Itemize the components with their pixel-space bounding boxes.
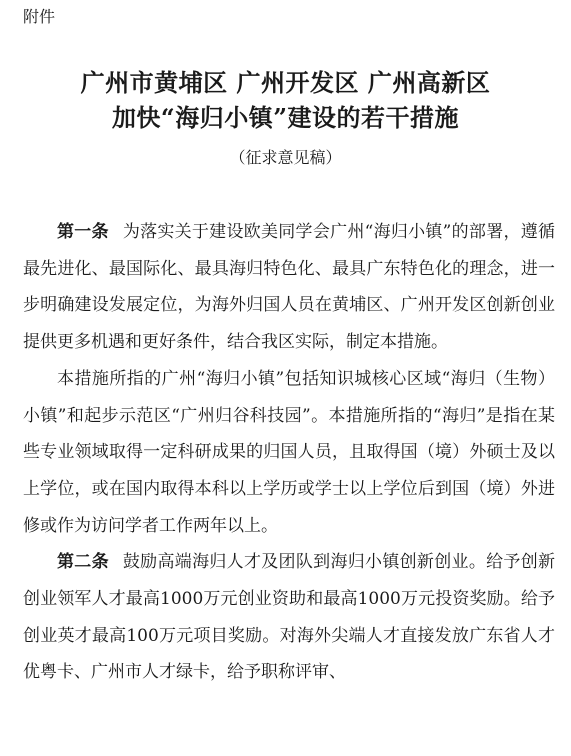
document-body bbox=[23, 214, 555, 691]
article-1-label: 第一条 bbox=[57, 222, 109, 241]
article-2-text: 鼓励高端海归人才及团队到海归小镇创新创业。给予创新创业领军人才最高1000万元创业资助和最高1000万元投资奖励。给予创业英才最高100万元项目奖励。对海外尖端人才直接发放广东省人才优粤卡、广州市人才绿卡，给予职称评审、 bbox=[23, 552, 556, 683]
article-2-paragraph bbox=[23, 544, 555, 691]
article-1-text: 为落实关于建设欧美同学会广州“海归小镇”的部署，遵循最先进化、最国际化、最具海归特色化、最具广东特色化的理念，进一步明确建设发展定位，为海外归国人员在黄埔区、广州开发区创新创业提供更多机遇和更好条件，结合我区实际，制定本措施。 bbox=[23, 222, 556, 353]
document-title-line-2: 加快“海归小镇”建设的若干措施 bbox=[111, 103, 460, 132]
article-1-definition-text: 本措施所指的广州“海归小镇”包括知识城核心区域“海归（生物）小镇”和起步示范区“广州归谷科技园”。本措施所指的“海归”是指在某些专业领域取得一定科研成果的归国人员，且取得国（境）外硕士及以上学位，或在国内取得本科以上学历或学士以上学位后到国（境）外进修或作为访问学者工作两年以上。 bbox=[23, 368, 555, 536]
attachment-label: 附件 bbox=[23, 7, 56, 26]
document-title-line-1: 广州市黄埔区 广州开发区 广州高新区 bbox=[80, 68, 491, 97]
document-subtitle: （征求意见稿） bbox=[229, 148, 342, 167]
article-2-label: 第二条 bbox=[57, 552, 109, 572]
article-1-paragraph bbox=[23, 214, 555, 361]
article-1-definition-paragraph bbox=[23, 361, 555, 545]
